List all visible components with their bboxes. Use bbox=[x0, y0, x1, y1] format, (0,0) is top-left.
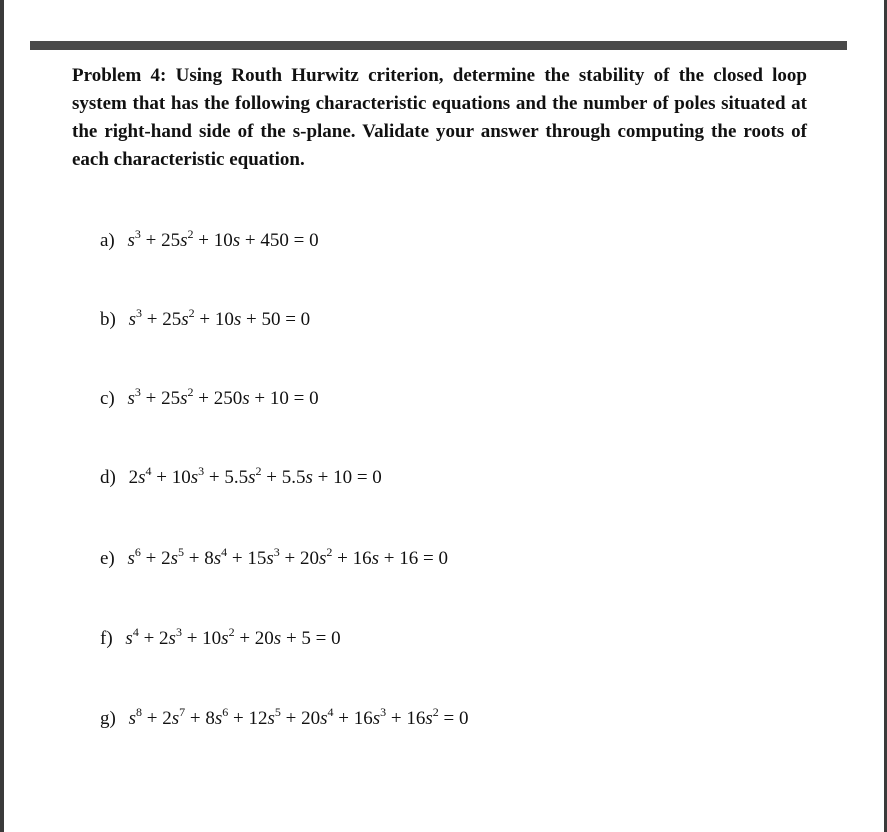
equation-d bbox=[100, 464, 382, 489]
equation-b bbox=[100, 306, 311, 331]
equation-label: d) bbox=[100, 467, 116, 488]
equation-f bbox=[100, 625, 341, 650]
equation-expression: $s^3 + 25s^2 + 10s + 450 = 0$ bbox=[127, 227, 319, 251]
equation-label: g) bbox=[100, 708, 116, 729]
equation-label: b) bbox=[100, 309, 116, 330]
equation-label: c) bbox=[100, 388, 115, 409]
top-rule bbox=[30, 41, 847, 50]
equation-expression: $s^6 + 2s^5 + 8s^4 + 15s^3 + 20s^2 + 16s + 16 = 0$ bbox=[127, 545, 448, 569]
equation-expression: $s^8 + 2s^7 + 8s^6 + 12s^5 + 20s^4 + 16s^3 + 16s^2 = 0$ bbox=[128, 705, 469, 729]
page-border-left bbox=[0, 0, 4, 832]
equation-a bbox=[100, 227, 319, 252]
equation-c bbox=[100, 385, 319, 410]
equation-expression: $s^4 + 2s^3 + 10s^2 + 20s + 5 = 0$ bbox=[125, 625, 341, 649]
equation-label: f) bbox=[100, 628, 113, 649]
equation-expression: $s^3 + 25s^2 + 10s + 50 = 0$ bbox=[128, 306, 311, 330]
problem-statement: Problem 4: Using Routh Hurwitz criterion, determine the stability of the closed loop system that has the following characteristic equations and the number of poles situated at the right-hand side of the s-plane. Validate your answer through computing the roots of each characteristic equation. bbox=[72, 65, 807, 170]
equation-g bbox=[100, 705, 469, 730]
equation-expression: $2s^4 + 10s^3 + 5.5s^2 + 5.5s + 10 = 0$ bbox=[128, 464, 382, 488]
equation-label: a) bbox=[100, 230, 115, 251]
equation-label: e) bbox=[100, 548, 115, 569]
equation-e bbox=[100, 545, 448, 570]
equation-expression: $s^3 + 25s^2 + 250s + 10 = 0$ bbox=[127, 385, 319, 409]
